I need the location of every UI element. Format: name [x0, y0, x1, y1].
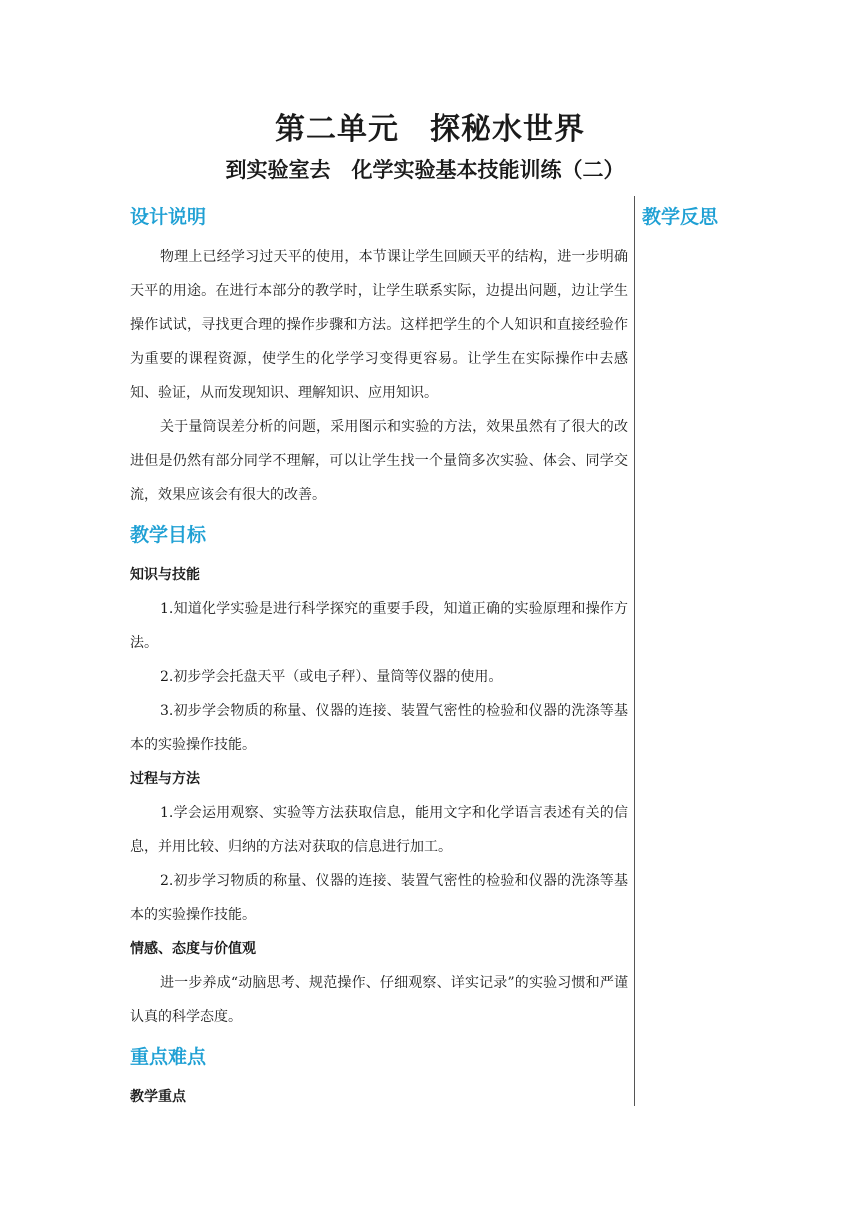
- knowledge-item-3: 3.初步学会物质的称量、仪器的连接、装置气密性的检验和仪器的洗涤等基本的实验操作技能。: [130, 703, 628, 753]
- section-heading-keypoints: 重点难点: [130, 1046, 207, 1068]
- subheading-key-focus: 教学重点: [130, 1089, 186, 1105]
- knowledge-item-2: 2.初步学会托盘天平（或电子秤）、量筒等仪器的使用。: [160, 669, 503, 685]
- process-item-1: 1.学会运用观察、实验等方法获取信息，能用文字和化学语言表述有关的信息，并用比较、归纳的方法对获取的信息进行加工。: [130, 805, 628, 855]
- page-subtitle: 到实验室去 化学实验基本技能训练（二）: [225, 158, 625, 182]
- page-title: 第二单元 探秘水世界: [275, 112, 585, 147]
- section-heading-objectives: 教学目标: [130, 524, 207, 546]
- section-heading-design: 设计说明: [130, 206, 207, 228]
- sidebar-column: [642, 200, 842, 240]
- subheading-process: 过程与方法: [130, 771, 200, 787]
- subheading-knowledge: 知识与技能: [130, 567, 200, 583]
- sidebar-heading-reflection: 教学反思: [642, 206, 719, 228]
- attitude-item-1: 进一步养成“动脑思考、规范操作、仔细观察、详实记录”的实验习惯和严谨认真的科学态度。: [130, 975, 628, 1025]
- design-paragraph-2: 关于量筒误差分析的问题，采用图示和实验的方法，效果虽然有了很大的改进但是仍然有部分同学不理解，可以让学生找一个量筒多次实验、体会、同学交流，效果应该会有很大的改善。: [130, 419, 628, 503]
- process-item-2: 2.初步学习物质的称量、仪器的连接、装置气密性的检验和仪器的洗涤等基本的实验操作技能。: [130, 873, 628, 923]
- design-paragraph-1: 物理上已经学习过天平的使用，本节课让学生回顾天平的结构，进一步明确天平的用途。在进行本部分的教学时，让学生联系实际，边提出问题，边让学生操作试试，寻找更合理的操作步骤和方法。这样把学生的个人知识和直接经验作为重要的课程资源，使学生的化学学习变得更容易。让学生在实际操作中去感知、验证，从而发现知识、理解知识、应用知识。: [130, 249, 628, 401]
- main-column: [130, 200, 628, 1114]
- subheading-attitude: 情感、态度与价值观: [130, 941, 256, 957]
- column-divider: [634, 196, 635, 1106]
- knowledge-item-1: 1.知道化学实验是进行科学探究的重要手段，知道正确的实验原理和操作方法。: [130, 601, 628, 651]
